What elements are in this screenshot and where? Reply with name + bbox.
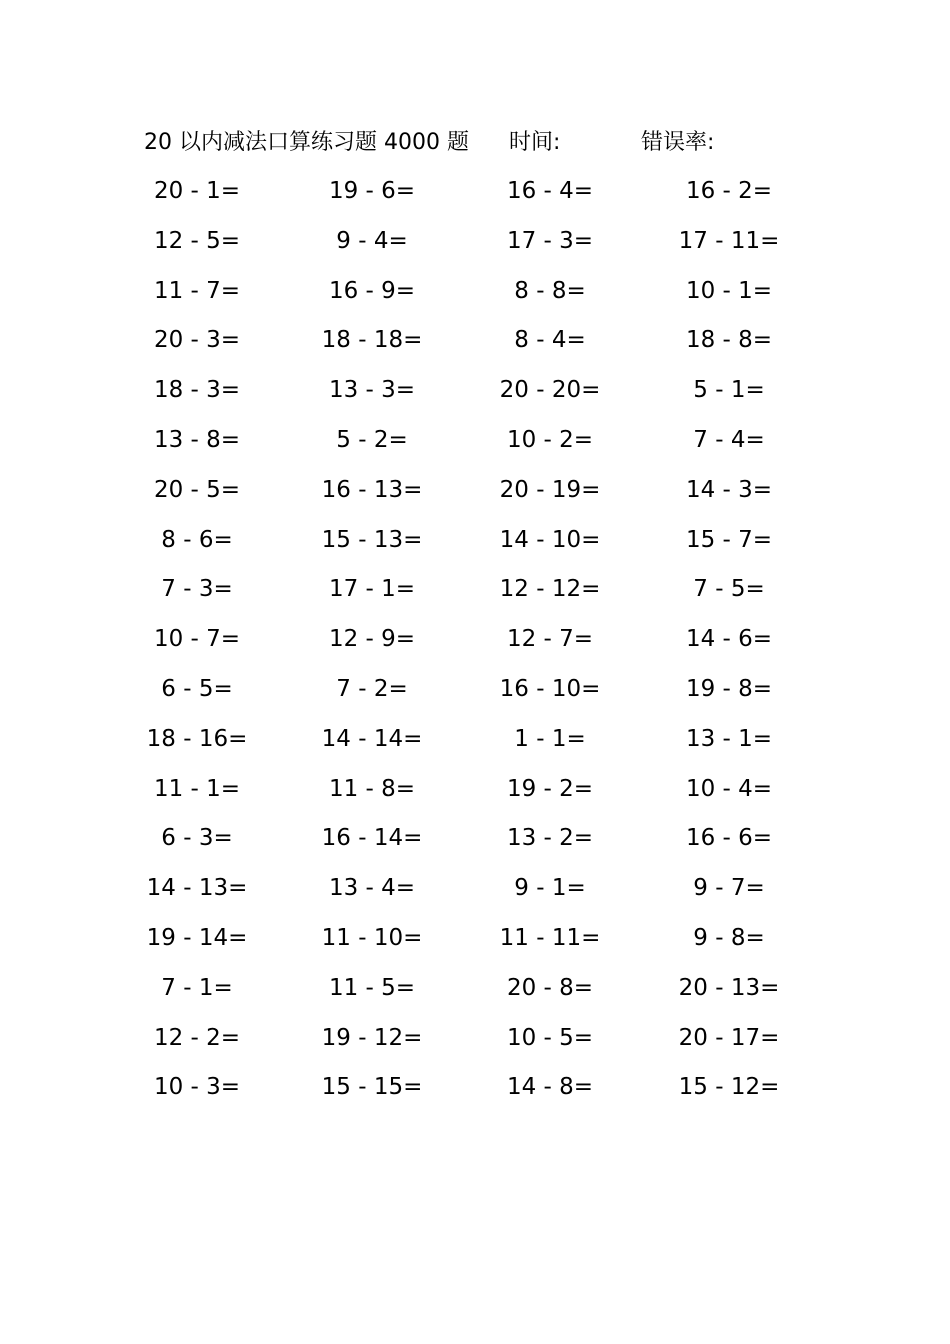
subtraction-problem: 8 - 6= [161, 526, 233, 553]
problem-row [0, 522, 950, 572]
subtraction-problem: 12 - 12= [499, 576, 601, 603]
worksheet-header [144, 126, 804, 160]
subtraction-problem: 9 - 8= [693, 924, 765, 951]
time-label: 时间: [509, 130, 561, 155]
subtraction-problem: 7 - 3= [161, 576, 233, 603]
subtraction-problem: 20 - 17= [678, 1024, 780, 1051]
problem-row [0, 1069, 950, 1119]
subtraction-problem: 13 - 8= [153, 426, 241, 453]
subtraction-problem: 17 - 1= [328, 576, 416, 603]
problem-row [0, 621, 950, 671]
subtraction-problem: 16 - 10= [499, 675, 601, 702]
worksheet-title: 20 以内减法口算练习题 4000 题 [144, 130, 469, 155]
problem-row [0, 820, 950, 870]
subtraction-problem: 16 - 4= [506, 178, 594, 204]
subtraction-problem: 14 - 14= [321, 725, 423, 752]
subtraction-problem: 12 - 7= [506, 626, 594, 653]
subtraction-problem: 17 - 3= [506, 227, 594, 254]
subtraction-problem: 14 - 6= [685, 626, 773, 653]
problem-row [0, 173, 950, 223]
subtraction-problem: 20 - 5= [153, 476, 241, 503]
subtraction-problem: 14 - 3= [685, 476, 773, 503]
subtraction-problem: 7 - 1= [161, 974, 233, 1001]
subtraction-problem: 10 - 3= [153, 1074, 241, 1101]
subtraction-problem: 19 - 12= [321, 1024, 423, 1051]
problem-row [0, 372, 950, 422]
subtraction-problem: 16 - 2= [685, 178, 773, 204]
problem-row [0, 1020, 950, 1070]
subtraction-problem: 14 - 13= [146, 875, 248, 902]
subtraction-problem: 20 - 8= [506, 974, 594, 1001]
subtraction-problem: 16 - 9= [328, 277, 416, 304]
subtraction-problem: 13 - 1= [685, 725, 773, 752]
subtraction-problem: 11 - 8= [328, 775, 416, 802]
subtraction-problem: 18 - 3= [153, 377, 241, 404]
subtraction-problem: 1 - 1= [514, 725, 586, 752]
problem-row [0, 671, 950, 721]
subtraction-problem: 5 - 1= [693, 377, 765, 404]
subtraction-problem: 19 - 8= [685, 675, 773, 702]
subtraction-problem: 20 - 20= [499, 377, 601, 404]
subtraction-problem: 10 - 5= [506, 1024, 594, 1051]
subtraction-problem: 16 - 13= [321, 476, 423, 503]
error-rate-label: 错误率: [641, 130, 715, 155]
subtraction-problem: 20 - 19= [499, 476, 601, 503]
problem-row [0, 472, 950, 522]
subtraction-problem: 6 - 3= [161, 825, 233, 852]
problem-row [0, 422, 950, 472]
subtraction-problem: 9 - 1= [514, 875, 586, 902]
subtraction-problem: 19 - 2= [506, 775, 594, 802]
subtraction-problem: 19 - 6= [328, 178, 416, 204]
subtraction-problem: 11 - 7= [153, 277, 241, 304]
subtraction-problem: 16 - 14= [321, 825, 423, 852]
subtraction-problem: 15 - 15= [321, 1074, 423, 1101]
problem-row [0, 870, 950, 920]
subtraction-problem: 10 - 4= [685, 775, 773, 802]
subtraction-problem: 7 - 2= [336, 675, 408, 702]
problem-grid [0, 173, 950, 1119]
subtraction-problem: 8 - 8= [514, 277, 586, 304]
subtraction-problem: 20 - 1= [153, 178, 241, 204]
subtraction-problem: 13 - 4= [328, 875, 416, 902]
subtraction-problem: 10 - 2= [506, 426, 594, 453]
subtraction-problem: 18 - 16= [146, 725, 248, 752]
problem-row [0, 273, 950, 323]
subtraction-problem: 10 - 7= [153, 626, 241, 653]
subtraction-problem: 12 - 9= [328, 626, 416, 653]
problem-row [0, 223, 950, 273]
subtraction-problem: 8 - 4= [514, 327, 586, 354]
problem-row [0, 322, 950, 372]
problem-row [0, 571, 950, 621]
subtraction-problem: 7 - 5= [693, 576, 765, 603]
subtraction-problem: 11 - 10= [321, 924, 423, 951]
subtraction-problem: 7 - 4= [693, 426, 765, 453]
subtraction-problem: 17 - 11= [678, 227, 780, 254]
subtraction-problem: 20 - 13= [678, 974, 780, 1001]
subtraction-problem: 5 - 2= [336, 426, 408, 453]
subtraction-problem: 12 - 2= [153, 1024, 241, 1051]
subtraction-problem: 10 - 1= [685, 277, 773, 304]
subtraction-problem: 15 - 12= [678, 1074, 780, 1101]
subtraction-problem: 20 - 3= [153, 327, 241, 354]
problem-row [0, 920, 950, 970]
subtraction-problem: 13 - 3= [328, 377, 416, 404]
subtraction-problem: 19 - 14= [146, 924, 248, 951]
subtraction-problem: 11 - 1= [153, 775, 241, 802]
subtraction-problem: 11 - 5= [328, 974, 416, 1001]
subtraction-problem: 14 - 10= [499, 526, 601, 553]
subtraction-problem: 16 - 6= [685, 825, 773, 852]
subtraction-problem: 13 - 2= [506, 825, 594, 852]
subtraction-problem: 18 - 8= [685, 327, 773, 354]
subtraction-problem: 6 - 5= [161, 675, 233, 702]
subtraction-problem: 15 - 7= [685, 526, 773, 553]
subtraction-problem: 12 - 5= [153, 227, 241, 254]
subtraction-problem: 14 - 8= [506, 1074, 594, 1101]
problem-row [0, 771, 950, 821]
problem-row [0, 970, 950, 1020]
subtraction-problem: 9 - 7= [693, 875, 765, 902]
subtraction-problem: 11 - 11= [499, 924, 601, 951]
problem-row [0, 721, 950, 771]
subtraction-problem: 18 - 18= [321, 327, 423, 354]
subtraction-problem: 15 - 13= [321, 526, 423, 553]
subtraction-problem: 9 - 4= [336, 227, 408, 254]
